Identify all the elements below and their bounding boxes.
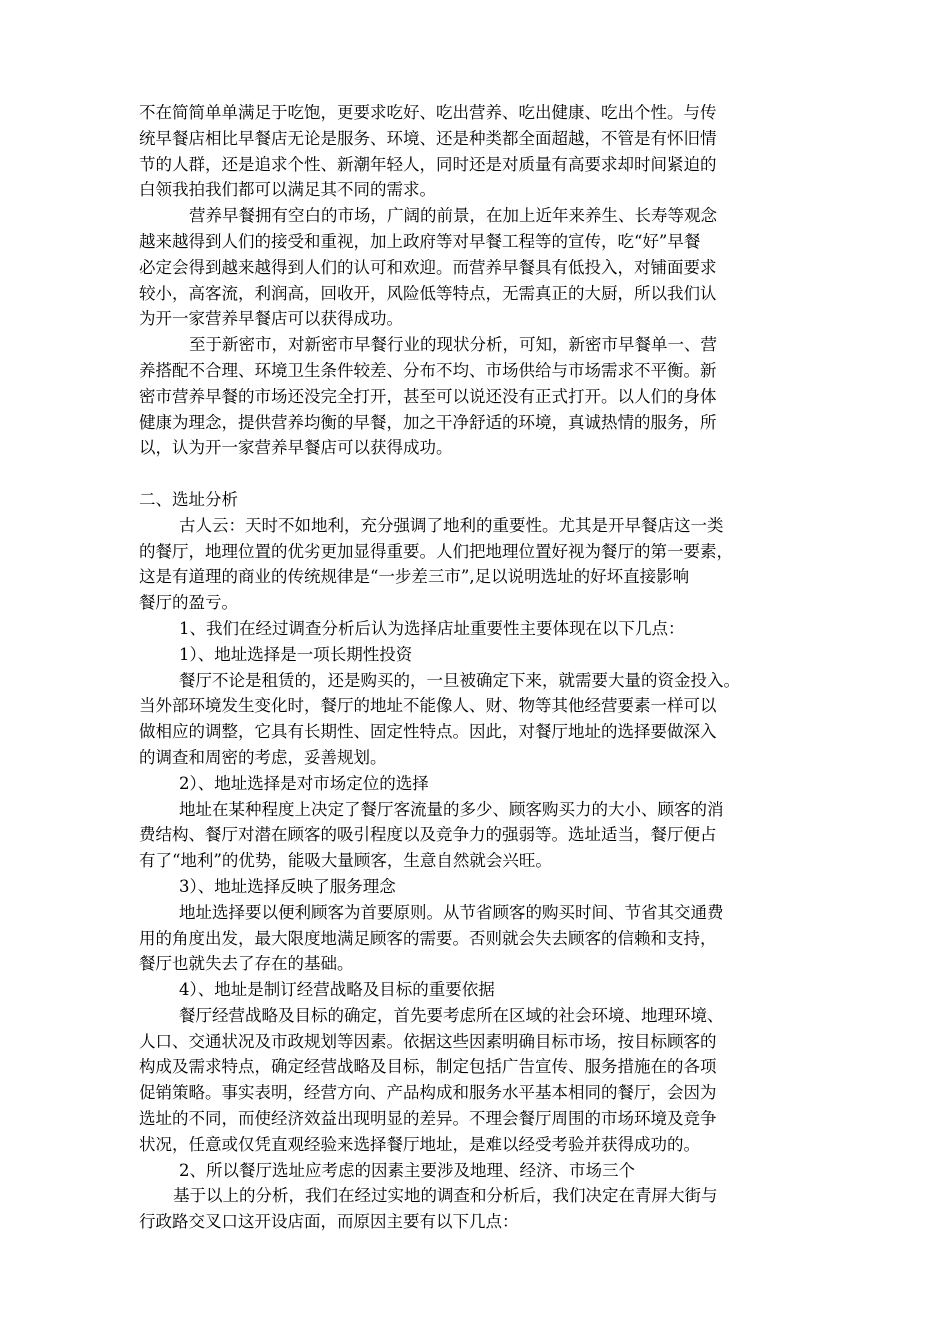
paragraph: [139, 1183, 819, 1235]
text-line: 行政路交叉口这开设店面，而原因主要有以下几点：: [139, 1212, 519, 1232]
text-line: 促销策略。事实表明，经营方向、产品构成和服务水平基本相同的餐厅，会因为: [139, 1083, 717, 1103]
text-line: 餐厅也就失去了存在的基础。: [139, 954, 354, 974]
paragraph: [139, 616, 819, 642]
text-line: 餐厅不论是租赁的，还是购买的，一旦被确定下来，就需要大量的资金投入。: [179, 670, 740, 690]
text-line: 2、所以餐厅选址应考虑的因素主要涉及地理、经济、市场三个: [179, 1160, 635, 1180]
text-line: 这是有道理的商业的传统规律是“一步差三市”,足以说明选址的好坏直接影响: [139, 567, 690, 587]
text-line: 白领我拍我们都可以满足其不同的需求。: [139, 180, 436, 200]
text-line: 的调查和周密的考虑，妥善规划。: [139, 747, 387, 767]
text-line: 当外部环境发生变化时，餐厅的地址不能像人、财、物等其他经营要素一样可以: [139, 696, 717, 716]
text-line: 人口、交通状况及市政规划等因素。依据这些因素明确目标市场，按目标顾客的: [139, 1031, 717, 1051]
text-line: 的餐厅，地理位置的优劣更加显得重要。人们把地理位置好视为餐厅的第一要素，: [139, 541, 733, 561]
text-line: 餐厅经营战略及目标的确定，首先要考虑所在区域的社会环境、地理环境、: [179, 1005, 724, 1025]
text-line: 费结构、餐厅对潜在顾客的吸引程度以及竞争力的强弱等。选址适当，餐厅便占: [139, 825, 717, 845]
text-line: 选址的不同，而使经济效益出现明显的差异。不理会餐厅周围的市场环境及竞争: [139, 1109, 717, 1129]
paragraph: [139, 771, 819, 797]
text-line: 1、我们在经过调查分析后认为选择店址重要性主要体现在以下几点：: [179, 618, 685, 638]
text-line: 1）、地址选择是一项长期性投资: [179, 644, 413, 664]
paragraph: [139, 642, 819, 668]
text-line: 养搭配不合理、环境卫生条件较差、分布不均、市场供给与市场需求不平衡。新: [139, 360, 717, 380]
paragraph: [139, 797, 819, 874]
text-line: 密市营养早餐的市场还没完全打开，甚至可以说还没有正式打开。以人们的身体: [139, 386, 717, 406]
text-line: 基于以上的分析，我们在经过实地的调查和分析后，我们决定在青屏大街与: [173, 1186, 718, 1206]
paragraph: [139, 900, 819, 977]
text-line: 必定会得到越来越得到人们的认可和欢迎。而营养早餐具有低投入，对铺面要求: [139, 257, 717, 277]
paragraph: [139, 668, 819, 771]
text-line: 为开一家营养早餐店可以获得成功。: [139, 309, 403, 329]
text-line: 做相应的调整，它具有长期性、固定性特点。因此，对餐厅地址的选择要做深入: [139, 722, 717, 742]
text-line: 有了“地利”的优势，能吸大量顾客，生意自然就会兴旺。: [139, 851, 552, 871]
text-line: 统早餐店相比早餐店无论是服务、环境、还是种类都全面超越，不管是有怀旧情: [139, 128, 717, 148]
text-line: 古人云：天时不如地利，充分强调了地利的重要性。尤其是开早餐店这一类: [179, 515, 724, 535]
text-line: 至于新密市，对新密市早餐行业的现状分析，可知，新密市早餐单一、营: [189, 335, 717, 355]
paragraph: [139, 332, 819, 461]
paragraph: [139, 100, 819, 203]
text-line: 不在简简单单满足于吃饱，更要求吃好、吃出营养、吃出健康、吃出个性。与传: [139, 103, 717, 122]
paragraph: [139, 1158, 819, 1184]
text-line: 越来越得到人们的接受和重视，加上政府等对早餐工程等的宣传，吃“好”早餐: [139, 231, 701, 251]
text-line: 以，认为开一家营养早餐店可以获得成功。: [139, 438, 453, 458]
text-line: 二、选址分析: [139, 489, 238, 509]
text-line: 构成及需求特点，确定经营战略及目标，制定包括广告宣传、服务措施在的各项: [139, 1057, 717, 1077]
paragraph: [139, 977, 819, 1003]
text-line: 餐厅的盈亏。: [139, 593, 238, 613]
paragraph: [139, 874, 819, 900]
paragraph: [139, 513, 819, 616]
text-line: 营养早餐拥有空白的市场，广阔的前景，在加上近年来养生、长寿等观念: [189, 206, 717, 226]
paragraph: [139, 487, 819, 513]
document-page: [139, 100, 819, 1235]
text-line: 健康为理念，提供营养均衡的早餐，加之干净舒适的环境，真诚热情的服务，所: [139, 412, 717, 432]
text-line: 较小，高客流，利润高，回收开，风险低等特点，无需真正的大厨，所以我们认: [139, 283, 717, 303]
text-line: 3）、地址选择反映了服务理念: [179, 876, 396, 896]
text-line: 2）、地址选择是对市场定位的选择: [179, 773, 429, 793]
text-line: 地址在某种程度上决定了餐厅客流量的多少、顾客购买力的大小、顾客的消: [179, 799, 724, 819]
text-line: 地址选择要以便利顾客为首要原则。从节省顾客的购买时间、节省其交通费: [179, 902, 724, 922]
paragraph: [139, 203, 819, 332]
text-line: 4）、地址是制订经营战略及目标的重要依据: [179, 980, 495, 1000]
text-line: 用的角度出发，最大限度地满足顾客的需要。否则就会失去顾客的信赖和支持，: [139, 928, 717, 948]
text-line: 节的人群，还是追求个性、新潮年轻人，同时还是对质量有高要求却时间紧迫的: [139, 154, 717, 174]
text-line: 状况，任意或仅凭直观经验来选择餐厅地址，是难以经受考验并获得成功的。: [139, 1134, 700, 1154]
paragraph: [139, 1003, 819, 1158]
blank-line: [139, 461, 819, 487]
